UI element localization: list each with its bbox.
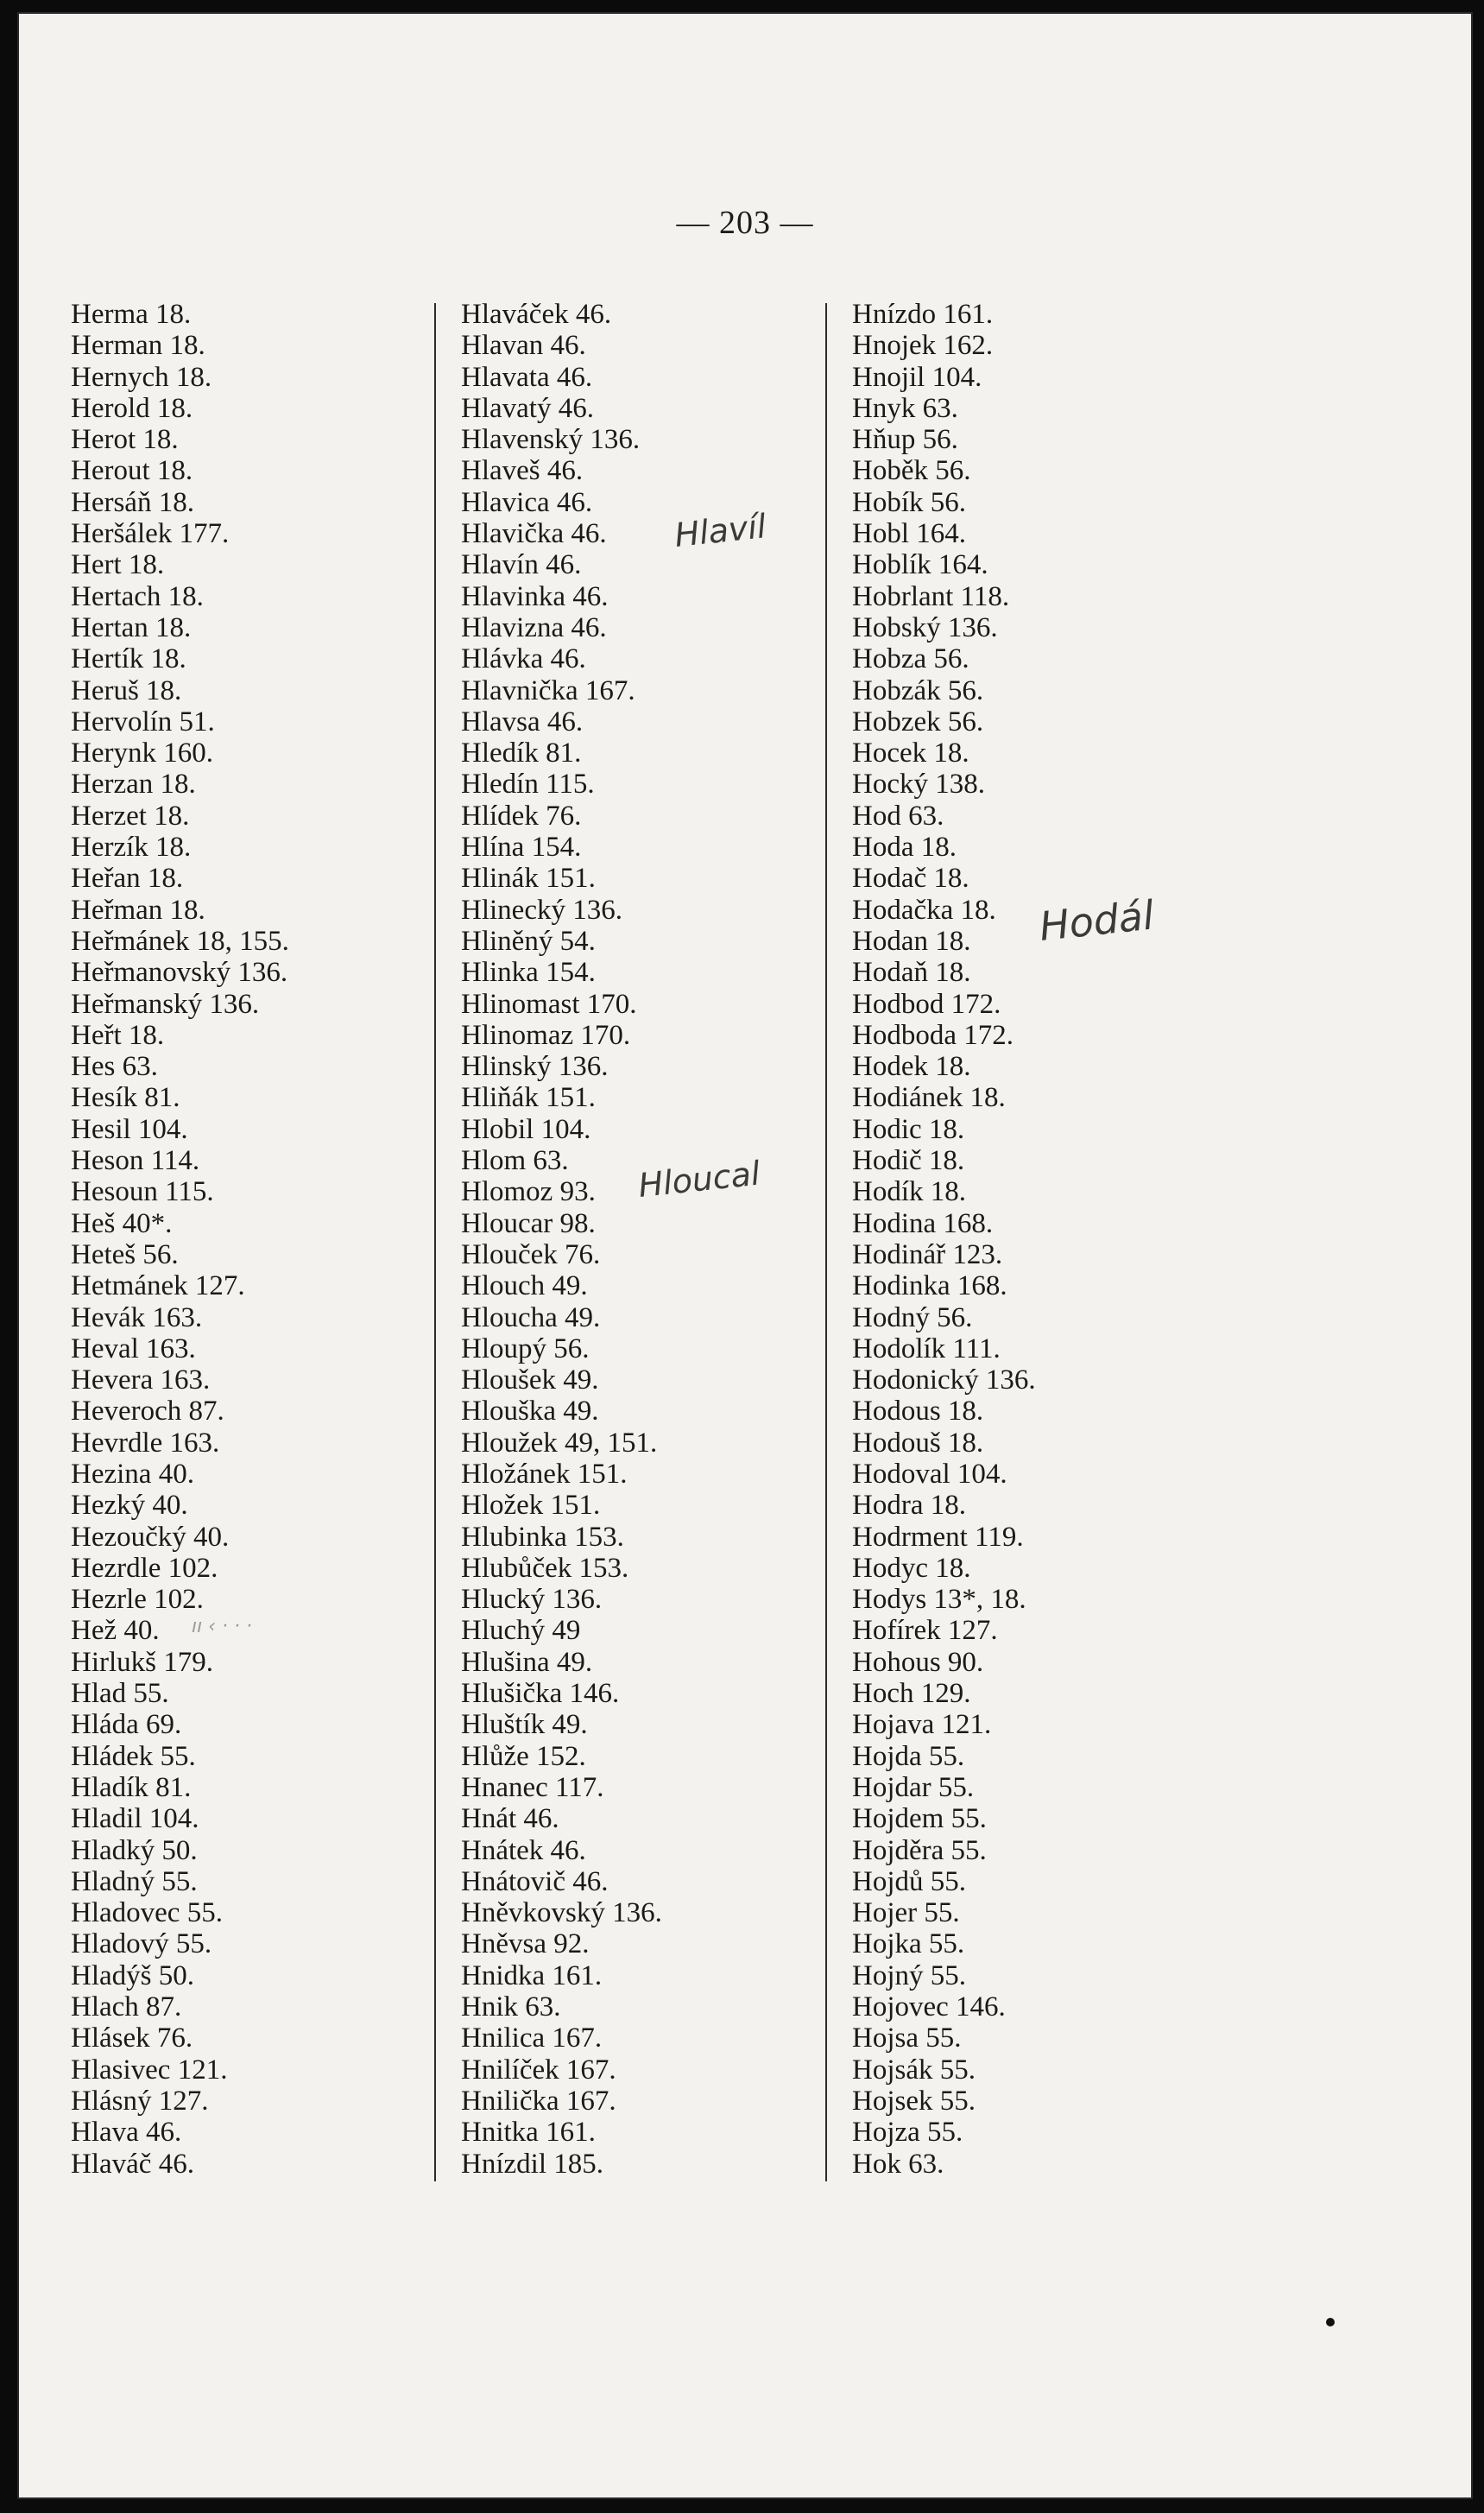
name-entry: Hnidka 161. [461, 1959, 603, 1991]
name-entry: Hlom 63. [461, 1145, 569, 1177]
name-entry: Hohous 90. [852, 1646, 984, 1678]
name-entry: Hloupý 56. [461, 1332, 590, 1364]
name-entry: Hodinka 168. [852, 1270, 1007, 1302]
name-entry: Hlavata 46. [461, 361, 593, 393]
name-entry: Hlinák 151. [461, 863, 596, 895]
name-entry: Heršálek 177. [71, 518, 230, 550]
name-entry: Hlavizna 46. [461, 611, 607, 643]
name-entry: Hodiánek 18. [852, 1082, 1006, 1114]
name-entry: Hesík 81. [71, 1082, 180, 1114]
name-entry: Hodek 18. [852, 1051, 971, 1083]
name-entry: Herman 18. [71, 330, 205, 362]
name-entry: Hojdar 55. [852, 1771, 975, 1803]
name-entry: Hodrment 119. [852, 1521, 1024, 1553]
name-entry: Hněvkovský 136. [461, 1897, 662, 1929]
name-entry: Heřmánek 18, 155. [71, 925, 289, 957]
name-entry: Heson 114. [71, 1145, 200, 1177]
name-entry: Hodbod 172. [852, 988, 1001, 1020]
name-column-1 [71, 299, 289, 2180]
name-entry: Herzík 18. [71, 832, 192, 864]
name-entry: Hlinecký 136. [461, 894, 622, 926]
name-entry: Hlaváč 46. [71, 2148, 194, 2180]
name-entry: Hněvsa 92. [461, 1928, 590, 1960]
name-entry: Hofírek 127. [852, 1615, 998, 1647]
name-entry: Heveroch 87. [71, 1396, 224, 1427]
name-entry: Heš 40*. [71, 1207, 173, 1239]
handwritten-note: Hloucal [636, 1154, 762, 1205]
name-entry: Hladký 50. [71, 1834, 198, 1866]
name-entry: Hodík 18. [852, 1176, 966, 1208]
name-entry: Hloužek 49, 151. [461, 1427, 658, 1459]
name-entry: Hlinomaz 170. [461, 1019, 631, 1051]
name-entry: Hlušička 146. [461, 1678, 620, 1710]
name-entry: Hodolík 111. [852, 1332, 1001, 1364]
name-entry: Hlubinka 153. [461, 1521, 624, 1553]
name-entry: Hlavatý 46. [461, 392, 594, 424]
name-entry: Hlinka 154. [461, 957, 596, 989]
name-entry: Hojda 55. [852, 1740, 965, 1772]
name-entry: Hloucar 98. [461, 1207, 596, 1239]
name-entry: Hlušina 49. [461, 1646, 593, 1678]
name-entry: Hlína 154. [461, 832, 582, 864]
name-entry: Hladový 55. [71, 1928, 212, 1960]
name-entry: Hloušek 49. [461, 1364, 599, 1396]
name-entry: Hoda 18. [852, 832, 957, 864]
name-entry: Heřmanovský 136. [71, 957, 288, 989]
name-entry: Hodic 18. [852, 1113, 965, 1145]
name-entry: Herynk 160. [71, 737, 213, 769]
name-entry: Hlubůček 153. [461, 1552, 629, 1584]
name-entry: Hodinář 123. [852, 1238, 1003, 1270]
handwritten-note: Hodál [1037, 891, 1157, 950]
name-entry: Herzet 18. [71, 800, 190, 832]
name-entry: Hnilička 167. [461, 2085, 616, 2117]
name-entry: Hodač 18. [852, 863, 969, 895]
faint-pencil-mark: ıı ‹ · · · [192, 1616, 252, 1637]
name-entry: Hobrlant 118. [852, 580, 1010, 612]
name-entry: Hládek 55. [71, 1740, 196, 1772]
name-entry: Hezrdle 102. [71, 1552, 218, 1584]
name-entry: Hlásek 76. [71, 2022, 193, 2054]
name-entry: Hlávka 46. [461, 643, 586, 675]
name-entry: Hezký 40. [71, 1490, 188, 1522]
name-entry: Hodyc 18. [852, 1552, 971, 1584]
name-entry: Hlavan 46. [461, 330, 586, 362]
name-entry: Hnojek 162. [852, 330, 994, 362]
name-entry: Hnitka 161. [461, 2117, 596, 2149]
name-entry: Hlasivec 121. [71, 2054, 228, 2086]
name-entry: Hlobil 104. [461, 1113, 591, 1145]
name-entry: Hlach 87. [71, 1991, 182, 2023]
name-entry: Hlomoz 93. [461, 1176, 596, 1208]
name-entry: Hobský 136. [852, 611, 998, 643]
name-entry: Hod 63. [852, 800, 944, 832]
name-entry: Hodina 168. [852, 1207, 994, 1239]
name-entry: Hež 40. [71, 1615, 160, 1647]
name-entry: Hirlukš 179. [71, 1646, 213, 1678]
name-entry: Hlavenský 136. [461, 424, 641, 456]
name-entry: Hluchý 49 [461, 1615, 581, 1647]
name-entry: Hetmánek 127. [71, 1270, 245, 1302]
name-entry: Hnát 46. [461, 1803, 559, 1835]
name-entry: Hnik 63. [461, 1991, 561, 2023]
name-entry: Hlavinka 46. [461, 580, 609, 612]
column-divider [434, 303, 436, 2181]
name-entry: Hoblík 164. [852, 549, 988, 581]
name-entry: Hlavín 46. [461, 549, 582, 581]
name-entry: Heval 163. [71, 1332, 196, 1364]
handwritten-note: Hlavíl [673, 507, 768, 554]
name-entry: Hezina 40. [71, 1458, 194, 1490]
name-entry: Hlavica 46. [461, 486, 593, 518]
name-entry: Hojsák 55. [852, 2054, 976, 2086]
name-entry: Hladík 81. [71, 1771, 192, 1803]
name-entry: Hodný 56. [852, 1301, 973, 1333]
name-entry: Hladil 104. [71, 1803, 199, 1835]
name-entry: Hodboda 172. [852, 1019, 1014, 1051]
name-entry: Herma 18. [71, 299, 192, 330]
name-entry: Hojava 121. [852, 1709, 992, 1741]
name-entry: Hojka 55. [852, 1928, 965, 1960]
name-entry: Hladovec 55. [71, 1897, 223, 1929]
name-entry: Hledík 81. [461, 737, 582, 769]
column-divider [825, 303, 827, 2181]
name-entry: Hesil 104. [71, 1113, 188, 1145]
name-entry: Hnátek 46. [461, 1834, 586, 1866]
name-entry: Hojný 55. [852, 1959, 966, 1991]
name-entry: Hobza 56. [852, 643, 969, 675]
name-entry: Hláda 69. [71, 1709, 182, 1741]
name-entry: Hoch 129. [852, 1678, 971, 1710]
name-entry: Hes 63. [71, 1051, 158, 1083]
name-entry: Hezoučký 40. [71, 1521, 230, 1553]
name-entry: Hodous 18. [852, 1396, 984, 1427]
ink-dot [1326, 2318, 1335, 2326]
name-entry: Hlásný 127. [71, 2085, 209, 2117]
name-entry: Heřmanský 136. [71, 988, 260, 1020]
name-entry: Herout 18. [71, 455, 193, 487]
name-entry: Hledín 115. [461, 769, 595, 801]
name-entry: Hojovec 146. [852, 1991, 1006, 2023]
name-entry: Hloucha 49. [461, 1301, 601, 1333]
name-entry: Hertach 18. [71, 580, 204, 612]
name-entry: Hlad 55. [71, 1678, 169, 1710]
name-entry: Hluštík 49. [461, 1709, 588, 1741]
name-entry: Hnízdil 185. [461, 2148, 603, 2180]
name-entry: Hlouška 49. [461, 1396, 599, 1427]
name-entry: Hlava 46. [71, 2117, 182, 2149]
name-entry: Heřman 18. [71, 894, 205, 926]
name-entry: Hodič 18. [852, 1145, 965, 1177]
name-entry: Hojza 55. [852, 2117, 963, 2149]
name-column-2 [461, 299, 662, 2180]
name-entry: Hojer 55. [852, 1897, 960, 1929]
name-entry: Hlavička 46. [461, 518, 607, 550]
name-entry: Hodačka 18. [852, 894, 996, 926]
name-entry: Hertan 18. [71, 611, 192, 643]
name-entry: Hevera 163. [71, 1364, 211, 1396]
name-entry: Hodra 18. [852, 1490, 966, 1522]
name-entry: Hnojil 104. [852, 361, 982, 393]
name-entry: Hliněný 54. [461, 925, 596, 957]
name-entry: Hladýš 50. [71, 1959, 194, 1991]
name-entry: Hnízdo 161. [852, 299, 994, 330]
name-entry: Herold 18. [71, 392, 193, 424]
name-entry: Hložánek 151. [461, 1458, 628, 1490]
name-entry: Heřan 18. [71, 863, 184, 895]
name-entry: Hnyk 63. [852, 392, 958, 424]
name-column-3 [852, 299, 1036, 2180]
name-entry: Hlinomast 170. [461, 988, 637, 1020]
book-page [17, 12, 1473, 2499]
name-entry: Hlaveš 46. [461, 455, 584, 487]
name-entry: Hersáň 18. [71, 486, 194, 518]
name-entry: Hok 63. [852, 2148, 944, 2180]
name-entry: Hocký 138. [852, 769, 985, 801]
name-entry: Hert 18. [71, 549, 165, 581]
name-entry: Herzan 18. [71, 769, 196, 801]
name-entry: Hojdem 55. [852, 1803, 987, 1835]
name-entry: Hertík 18. [71, 643, 186, 675]
name-entry: Hodonický 136. [852, 1364, 1036, 1396]
name-entry: Heruš 18. [71, 674, 182, 706]
name-entry: Hňup 56. [852, 424, 958, 456]
name-entry: Hernych 18. [71, 361, 212, 393]
name-entry: Hlavsa 46. [461, 706, 584, 737]
name-entry: Hodoval 104. [852, 1458, 1007, 1490]
name-entry: Hlavnička 167. [461, 674, 635, 706]
page-number: — 203 — [676, 205, 814, 241]
name-entry: Hlucký 136. [461, 1584, 603, 1616]
name-entry: Hocek 18. [852, 737, 969, 769]
name-entry: Heřt 18. [71, 1019, 165, 1051]
name-entry: Hervolín 51. [71, 706, 215, 737]
name-entry: Hnanec 117. [461, 1771, 604, 1803]
name-entry: Heteš 56. [71, 1238, 179, 1270]
name-entry: Hodaň 18. [852, 957, 971, 989]
name-entry: Hobzek 56. [852, 706, 984, 737]
name-entry: Hesoun 115. [71, 1176, 214, 1208]
name-entry: Hobík 56. [852, 486, 966, 518]
name-entry: Hodys 13*, 18. [852, 1584, 1026, 1616]
name-entry: Hojděra 55. [852, 1834, 987, 1866]
name-entry: Hliňák 151. [461, 1082, 596, 1114]
name-entry: Hevák 163. [71, 1301, 203, 1333]
name-entry: Hodouš 18. [852, 1427, 984, 1459]
name-entry: Hlídek 76. [461, 800, 582, 832]
name-entry: Hevrdle 163. [71, 1427, 220, 1459]
name-entry: Hojsek 55. [852, 2085, 976, 2117]
name-entry: Hladný 55. [71, 1865, 198, 1897]
name-entry: Herot 18. [71, 424, 179, 456]
name-entry: Hnilica 167. [461, 2022, 603, 2054]
name-entry: Hobl 164. [852, 518, 966, 550]
name-entry: Hojsa 55. [852, 2022, 962, 2054]
name-entry: Hlůže 152. [461, 1740, 586, 1772]
name-entry: Hložek 151. [461, 1490, 601, 1522]
name-entry: Hnilíček 167. [461, 2054, 616, 2086]
name-entry: Hojdů 55. [852, 1865, 966, 1897]
name-entry: Hodan 18. [852, 925, 971, 957]
name-entry: Hlaváček 46. [461, 299, 612, 330]
name-entry: Hlouček 76. [461, 1238, 601, 1270]
name-entry: Hlouch 49. [461, 1270, 588, 1302]
name-entry: Hezrle 102. [71, 1584, 204, 1616]
name-entry: Hnátovič 46. [461, 1865, 609, 1897]
name-entry: Hobzák 56. [852, 674, 984, 706]
name-entry: Hlinský 136. [461, 1051, 609, 1083]
name-entry: Hoběk 56. [852, 455, 971, 487]
